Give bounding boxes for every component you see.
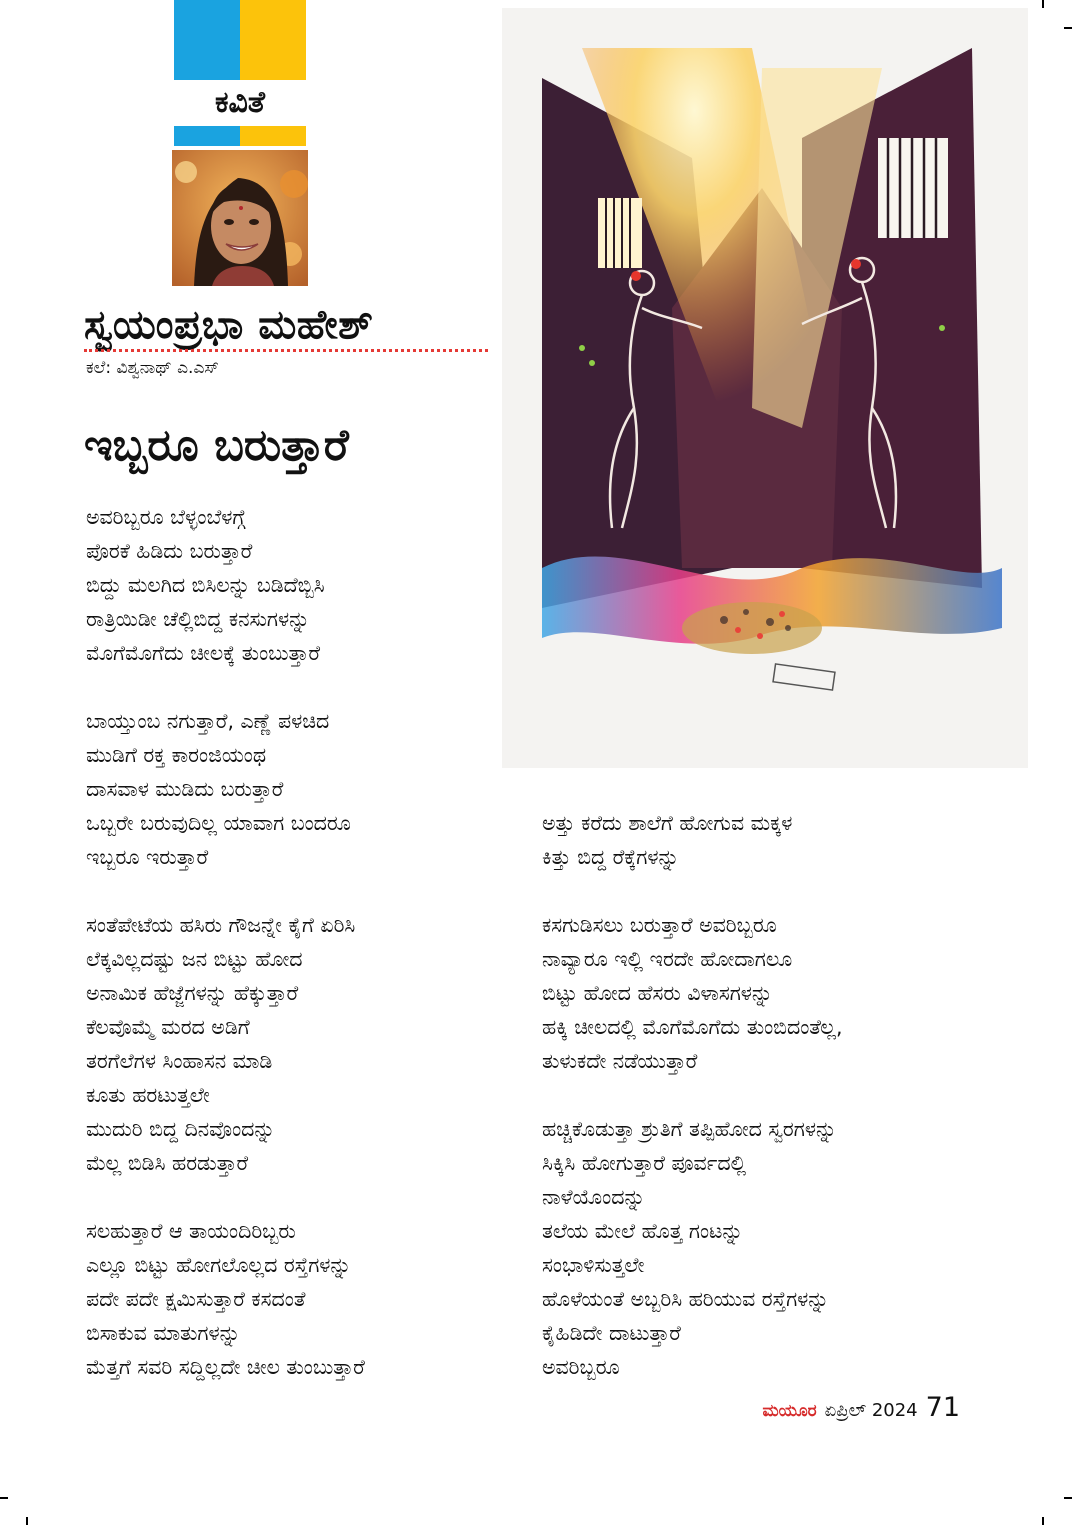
poem-line: ಕಿತ್ತು ಬಿದ್ದ ರೆಕ್ಕೆಗಳನ್ನು [542,845,680,869]
poem-line: ಹಕ್ಕಿ ಚೀಲದಲ್ಲಿ ಮೊಗೆಮೊಗೆದು ತುಂಬಿದಂತೆಲ್ಲ, [542,1015,843,1039]
poem-line: ಕಸಗುಡಿಸಲು ಬರುತ್ತಾರೆ ಅವರಿಬ್ಬರೂ [542,913,777,937]
stanza [542,908,962,1078]
crop-mark [1042,1517,1044,1525]
stanza [86,1214,506,1384]
poem-line: ದಾಸವಾಳ ಮುಡಿದು ಬರುತ್ತಾರೆ [86,777,284,801]
crop-mark [1064,1497,1072,1499]
stanza [86,704,506,874]
poem-line: ಮುದುರಿ ಬಿದ್ದ ದಿನವೊಂದನ್ನು [86,1117,276,1141]
poem-line: ಪದೇ ಪದೇ ಕ್ಷಮಿಸುತ್ತಾರೆ ಕಸದಂತೆ [86,1287,306,1311]
label-color-strip [174,126,306,146]
poem-line: ಅನಾಮಿಕ ಹೆಜ್ಜೆಗಳನ್ನು ಹೆಕ್ಕುತ್ತಾರೆ [86,981,299,1005]
art-credit: ಕಲೆ: ವಿಶ್ವನಾಥ್ ಎ.ಎಸ್‌ [86,358,219,378]
poem-line: ಕೈಹಿಡಿದೇ ದಾಟುತ್ತಾರೆ [542,1321,681,1345]
poem-line: ಅವರಿಬ್ಬರೂ [542,1355,620,1379]
poem-line: ಸಂತೆಪೇಟೆಯ ಹಸಿರು ಗೌಜನ್ನೇ ಕೈಗೆ ಏರಿಸಿ [86,913,356,937]
stanza [542,806,962,874]
poem-column-left [86,500,506,1418]
author-name: ಸ್ವಯಂಪ್ರಭಾ ಮಹೇಶ್ [84,302,374,348]
crop-mark [0,1497,8,1499]
poem-line: ತಲೆಯ ಮೇಲೆ ಹೊತ್ತ ಗಂಟನ್ನು [542,1219,744,1243]
label-color-band [174,0,306,80]
poem-line: ತುಳುಕದೇ ನಡೆಯುತ್ತಾರೆ [542,1049,698,1073]
poem-line: ಹೊಳೆಯಂತೆ ಅಬ್ಬರಿಸಿ ಹರಿಯುವ ರಸ್ತೆಗಳನ್ನು [542,1287,829,1311]
section-label: ಕವಿತೆ [215,85,265,120]
poem-line: ಸಲಹುತ್ತಾರೆ ಆ ತಾಯಂದಿರಿಬ್ಬರು [86,1219,296,1243]
poem-line: ಮುಡಿಗೆ ರಕ್ತ ಕಾರಂಜಿಯಂಥ [86,743,267,767]
page-number: 71 [925,1392,960,1423]
poem-line: ಸಂಭಾಳಿಸುತ್ತಲೇ [542,1253,645,1277]
stanza [86,908,506,1180]
poem-illustration [502,8,1028,768]
crop-mark [1064,27,1072,29]
poem-line: ಸಿಕ್ಕಿಸಿ ಹೋಗುತ್ತಾರೆ ಪೂರ್ವದಲ್ಲಿ [542,1151,747,1175]
poem-line: ನಾಳೆಯೊಂದನ್ನು [542,1185,646,1209]
issue-date: ಏಪ್ರಿಲ್ 2024 [824,1400,918,1421]
poem-line: ಎಲ್ಲೂ ಬಿಟ್ಟು ಹೋಗಲೊಲ್ಲದ ರಸ್ತೆಗಳನ್ನು [86,1253,352,1277]
poem-line: ಮೆತ್ತಗೆ ಸವರಿ ಸದ್ದಿಲ್ಲದೇ ಚೀಲ ತುಂಬುತ್ತಾರೆ [86,1355,365,1379]
poem-line: ಅವರಿಬ್ಬರೂ ಬೆಳ್ಳಂಬೆಳಗ್ಗೆ [86,505,246,529]
section-label-block [174,0,306,146]
poem-line: ತರಗೆಲೆಗಳ ಸಿಂಹಾಸನ ಮಾಡಿ [86,1049,273,1073]
poem-line: ಬಿಟ್ಟು ಹೋದ ಹೆಸರು ವಿಳಾಸಗಳನ್ನು [542,981,773,1005]
poem-title: ಇಬ್ಬರೂ ಬರುತ್ತಾರೆ [84,420,349,471]
stanza [542,1112,962,1384]
poem-line: ಲೆಕ್ಕವಿಲ್ಲದಷ್ಟು ಜನ ಬಿಟ್ಟು ಹೋದ [86,947,303,971]
poem-line: ಬಿದ್ದು ಮಲಗಿದ ಬಿಸಿಲನ್ನು ಬಡಿದೆಬ್ಬಿಸಿ [86,573,325,597]
poem-line: ನಾವ್ಯಾರೂ ಇಲ್ಲಿ ಇರದೇ ಹೋದಾಗಲೂ [542,947,793,971]
stanza [86,500,506,670]
poem-line: ರಾತ್ರಿಯಿಡೀ ಚೆಲ್ಲಿಬಿದ್ದ ಕನಸುಗಳನ್ನು [86,607,310,631]
poem-line: ಬಾಯ್ತುಂಬ ನಗುತ್ತಾರೆ, ಎಣ್ಣೆ ಪಳಚಿದ [86,709,330,733]
poem-line: ಕೆಲವೊಮ್ಮೆ ಮರದ ಅಡಿಗೆ [86,1015,250,1039]
poem-line: ಕೂತು ಹರಟುತ್ತಲೇ [86,1083,210,1107]
author-portrait [172,150,308,286]
author-divider [84,349,488,352]
poem-line: ಮೆಲ್ಲ ಬಿಡಿಸಿ ಹರಡುತ್ತಾರೆ [86,1151,249,1175]
poem-line: ಮೊಗೆಮೊಗೆದು ಚೀಲಕ್ಕೆ ತುಂಬುತ್ತಾರೆ [86,641,321,665]
page-footer [762,1392,960,1423]
poem-line: ಬಿಸಾಕುವ ಮಾತುಗಳನ್ನು [86,1321,241,1345]
poem-line: ಒಬ್ಬರೇ ಬರುವುದಿಲ್ಲ ಯಾವಾಗ ಬಂದರೂ [86,811,351,835]
crop-mark [26,1517,28,1525]
poem-line: ಹಚ್ಚಿಕೊಡುತ್ತಾ ಶ್ರುತಿಗೆ ತಪ್ಪಿಹೋದ ಸ್ವರಗಳನ್ನು [542,1117,837,1141]
poem-line: ಇಬ್ಬರೂ ಇರುತ್ತಾರೆ [86,845,209,869]
poem-line: ಪೊರಕೆ ಹಿಡಿದು ಬರುತ್ತಾರೆ [86,539,253,563]
poem-column-right [542,806,962,1418]
magazine-name: ಮಯೂರ [762,1401,817,1421]
poem-line: ಅತ್ತು ಕರೆದು ಶಾಲೆಗೆ ಹೋಗುವ ಮಕ್ಕಳ [542,811,793,835]
crop-mark [1042,0,1044,8]
